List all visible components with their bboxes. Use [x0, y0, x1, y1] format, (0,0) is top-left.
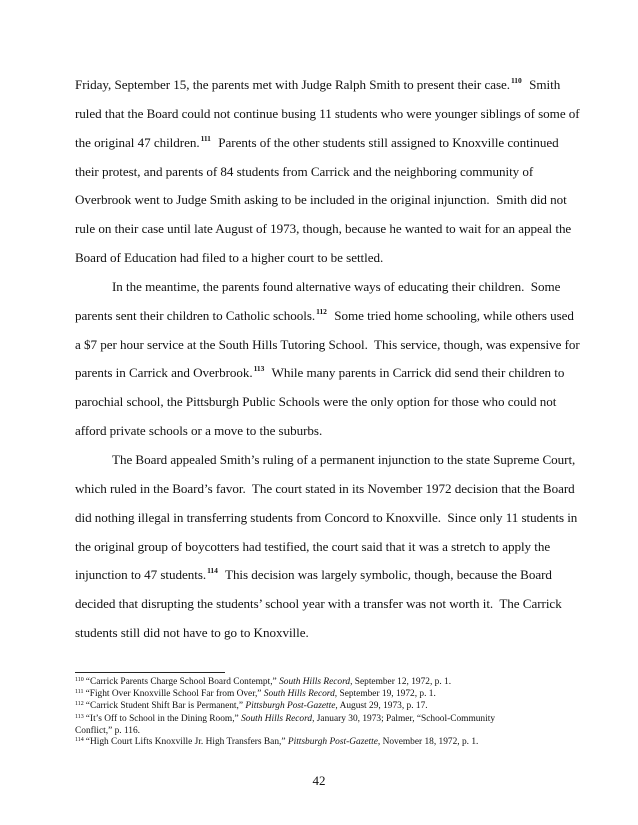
footnote-number: 113	[75, 713, 84, 720]
footnote-text: Conflict,” p. 116.	[75, 725, 141, 736]
text-run: Parents of the other students still assigned to Knoxville continued	[211, 134, 559, 150]
text-run: injunction to 47 students.	[75, 567, 207, 583]
footnote-text: , November 18, 1972, p. 1.	[377, 737, 479, 748]
footnote-ref[interactable]: 113	[253, 364, 265, 374]
footnote-text: “Carrick Student Shift Bar is Permanent,”	[85, 701, 246, 712]
body-text	[75, 71, 580, 648]
footnote-ref[interactable]: 114	[207, 566, 218, 576]
footnote-113	[75, 714, 575, 726]
footnote-number: 111	[75, 689, 84, 696]
footnote-source: South Hills Record	[263, 689, 335, 700]
footnote-text: , September 12, 1972, p. 1.	[350, 677, 452, 687]
footnote-ref[interactable]: 111	[200, 133, 211, 143]
text-run: parents in Carrick and Overbrook.	[75, 365, 253, 381]
text-run: While many parents in Carrick did send their children to	[265, 365, 565, 381]
paragraph	[75, 446, 578, 648]
text-line: decided that disrupting the students’ school year with a transfer was not worth it. The Carrick	[75, 596, 562, 612]
footnotes	[75, 677, 575, 749]
text-line	[75, 71, 564, 100]
text-run: parents sent their children to Catholic schools.	[75, 307, 316, 323]
text-line: afford private schools or a move to the suburbs.	[75, 423, 323, 439]
footnote-text: “Carrick Parents Charge School Board Contempt,”	[85, 677, 280, 687]
text-line: The Board appealed Smith’s ruling of a permanent injunction to the state Supreme Court,	[112, 451, 576, 467]
footnote-112	[75, 701, 575, 713]
page-number: 42	[312, 773, 326, 788]
paragraph	[75, 71, 580, 273]
footnote-text: , August 29, 1973, p. 17.	[335, 701, 428, 712]
footnote-source: South Hills Record	[241, 713, 313, 724]
footnote-number: 114	[75, 737, 84, 744]
text-line: did nothing illegal in transferring students from Concord to Knoxville. Since only 11 students in	[75, 509, 578, 525]
text-line: students still did not have to go to Knoxville.	[75, 625, 309, 641]
text-line	[75, 302, 574, 331]
text-line: parochial school, the Pittsburgh Public Schools were the only option for those who could not	[75, 394, 557, 410]
text-run: Friday, September 15, the parents met with Judge Ralph Smith to present their case.	[75, 77, 511, 92]
text-line: a $7 per hour service at the South Hills Tutoring School. This service, though, was expensive for	[75, 336, 580, 352]
text-line	[75, 359, 564, 388]
text-line	[75, 561, 564, 590]
text-line: Overbrook went to Judge Smith asking to be included in the original injunction. Smith did not	[75, 192, 567, 208]
footnote-number: 110	[75, 677, 84, 683]
footnote-separator	[75, 672, 225, 673]
footnote-text: , January 30, 1973; Palmer, “School-Community	[312, 713, 496, 724]
text-line: the original group of boycotters had testified, the court said that it was a stretch to apply the	[75, 538, 551, 554]
text-line	[75, 129, 564, 158]
footnote-114	[75, 737, 575, 749]
footnote-source: Pittsburgh Post-Gazette	[245, 701, 336, 712]
footnote-111	[75, 689, 575, 701]
footnote-ref[interactable]: 110	[511, 76, 522, 85]
text-run: the original 47 children.	[75, 134, 200, 150]
text-line: Board of Education had filed to a higher court to be settled.	[75, 250, 384, 266]
text-line: which ruled in the Board’s favor. The court stated in its November 1972 decision that the Board	[75, 480, 575, 496]
footnote-text: “Fight Over Knoxville School Far from Over,”	[85, 689, 264, 700]
footnote-ref[interactable]: 112	[316, 306, 327, 316]
footnote-number: 112	[75, 701, 84, 708]
footnote-113-continued	[75, 726, 575, 737]
text-line: their protest, and parents of 84 students from Carrick and the neighboring community of	[75, 163, 534, 179]
footnote-text: , September 19, 1972, p. 1.	[334, 689, 436, 700]
text-line: rule on their case until late August of 1973, though, because he wanted to wait for an appeal the	[75, 221, 572, 237]
text-line: ruled that the Board could not continue busing 11 students who were younger siblings of some of	[75, 105, 580, 121]
footnote-text: “High Court Lifts Knoxville Jr. High Transfers Ban,”	[85, 737, 288, 748]
footnote-source: South Hills Record	[279, 677, 351, 687]
footnote-source: Pittsburgh Post-Gazette	[287, 737, 378, 748]
text-run: Smith	[522, 77, 561, 92]
paragraph	[75, 273, 580, 446]
footnote-text: “It’s Off to School in the Dining Room,”	[85, 713, 242, 724]
text-run: This decision was largely symbolic, though, because the Board	[218, 567, 552, 583]
footnote-110	[75, 677, 575, 689]
text-run: Some tried home schooling, while others used	[327, 307, 574, 323]
text-line: In the meantime, the parents found alternative ways of educating their children. Some	[112, 278, 561, 294]
